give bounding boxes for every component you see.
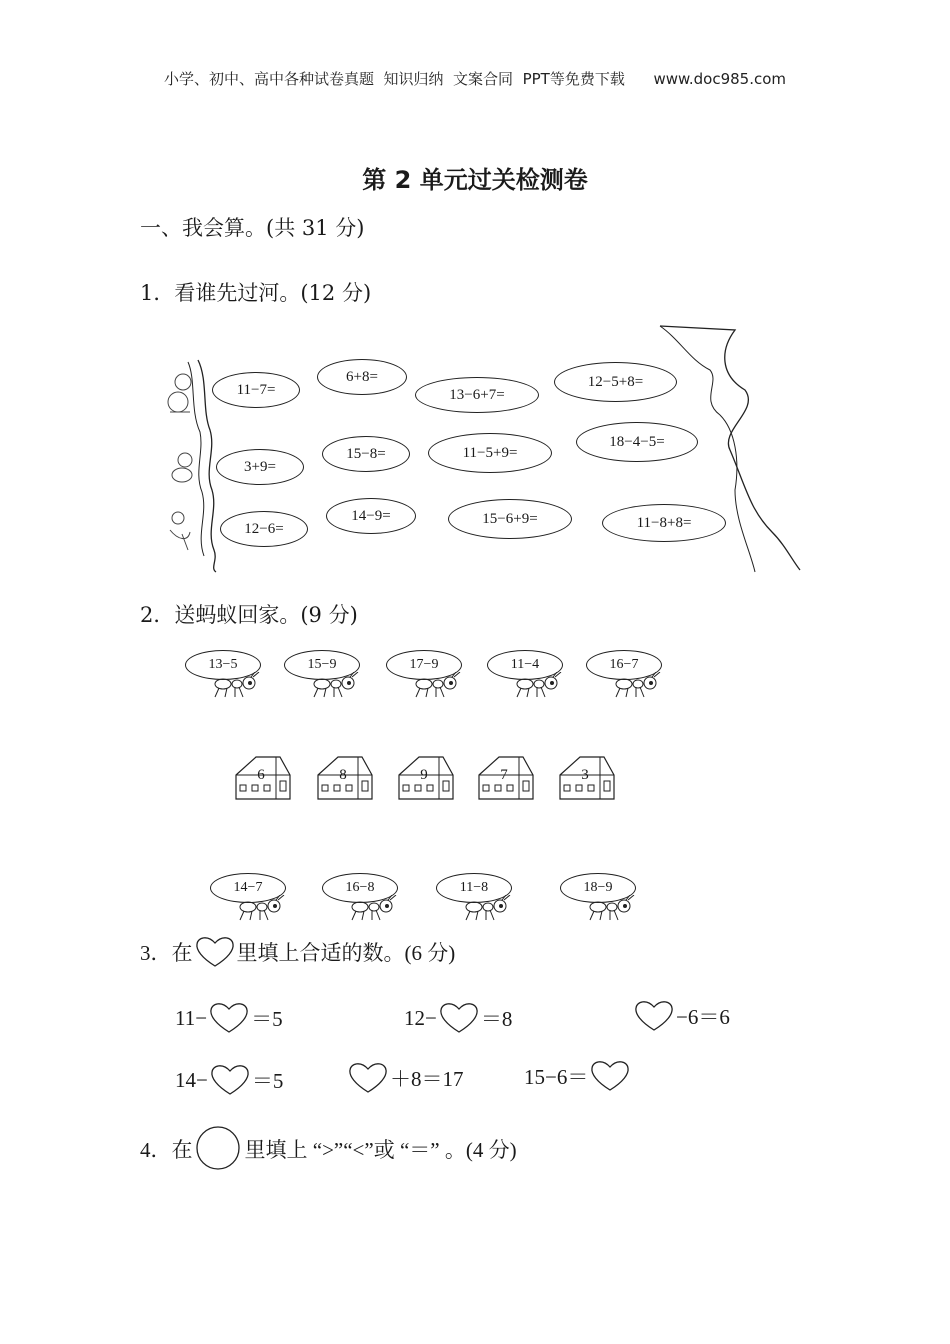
animal-2-icon: [172, 453, 192, 482]
ant-icon: [515, 672, 569, 700]
equation-part: 11−: [175, 1005, 208, 1030]
fill-equation: [524, 1058, 632, 1094]
heart-icon: [194, 934, 236, 970]
ant-expression: 14−7: [210, 873, 286, 903]
ant-card: [487, 650, 569, 702]
river-stone: 11−5+9=: [428, 433, 552, 473]
fill-equation: [404, 1000, 512, 1036]
house: [556, 753, 618, 803]
ant-expression: 18−9: [560, 873, 636, 903]
question-4-label-pre: 4．在: [140, 1138, 193, 1162]
heart-blank-icon[interactable]: [438, 1000, 480, 1036]
ant-expression: 11−4: [487, 650, 563, 680]
ant-expression: 13−5: [185, 650, 261, 680]
house: [232, 753, 294, 803]
fill-equation: [175, 1000, 283, 1036]
ant-card: [586, 650, 668, 702]
house-number: 9: [420, 767, 428, 783]
page-header: 小学、初中、高中各种试卷真题 知识归纳 文案合同 PPT等免费下载 www.doc985.com: [163, 70, 787, 88]
ant-card: [322, 873, 404, 925]
river-stone: 15−6+9=: [448, 499, 572, 539]
ant-icon: [414, 672, 468, 700]
river-stone: 12−6=: [220, 511, 308, 547]
heart-blank-icon[interactable]: [633, 998, 675, 1034]
animal-3-icon: [170, 512, 190, 550]
house: [314, 753, 376, 803]
equation-part: 15−6＝: [524, 1065, 589, 1089]
ant-icon: [614, 672, 668, 700]
equation-part: 12−: [404, 1005, 437, 1030]
question-4-label-post: 里填上 “>”“<”或 “＝” 。(4 分): [244, 1138, 517, 1162]
river-stone: 15−8=: [322, 436, 410, 472]
river-stone: 6+8=: [317, 359, 407, 395]
ant-card: [210, 873, 292, 925]
circle-icon: [194, 1124, 244, 1174]
house: [475, 753, 537, 803]
heart-blank-icon[interactable]: [209, 1062, 251, 1098]
ant-icon: [588, 895, 642, 923]
equation-part: ＝5: [251, 1007, 283, 1031]
river-stone: 12−5+8=: [554, 362, 677, 402]
river-stone: 3+9=: [216, 449, 304, 485]
fill-equation: [346, 1060, 464, 1096]
house-number: 6: [257, 767, 265, 783]
page-title: 第 2 单元过关检测卷: [362, 166, 588, 194]
ant-icon: [312, 672, 366, 700]
ant-card: [560, 873, 642, 925]
ant-icon: [350, 895, 404, 923]
ant-expression: 17−9: [386, 650, 462, 680]
equation-part: −6＝6: [676, 1005, 730, 1029]
question-3-label-pre: 3．在: [140, 941, 193, 965]
section-1-heading: 一、我会算。(共 31 分): [140, 216, 365, 240]
animal-1-icon: [168, 374, 191, 412]
equation-part: ＝5: [251, 1069, 284, 1093]
river-stone: 14−9=: [326, 498, 416, 534]
equation-part: ＝8: [480, 1007, 513, 1031]
house-number: 7: [500, 767, 508, 783]
heart-blank-icon[interactable]: [208, 1000, 250, 1036]
house: [395, 753, 457, 803]
question-4-label: [140, 1124, 517, 1174]
house-number: 8: [339, 767, 347, 783]
question-3-label: [140, 934, 455, 970]
ant-expression: 15−9: [284, 650, 360, 680]
house-number: 3: [581, 767, 589, 783]
ant-card: [185, 650, 267, 702]
question-2-label: 2．送蚂蚁回家。(9 分): [140, 603, 358, 627]
ant-card: [386, 650, 468, 702]
river-stone: 18−4−5=: [576, 422, 698, 462]
ant-icon: [238, 895, 292, 923]
heart-blank-icon[interactable]: [589, 1058, 631, 1094]
ant-expression: 11−8: [436, 873, 512, 903]
question-1-label: 1．看谁先过河。(12 分): [140, 281, 372, 305]
fill-equation: [632, 998, 730, 1034]
heart-blank-icon[interactable]: [347, 1060, 389, 1096]
river-stone: 11−7=: [212, 372, 300, 408]
question-3-label-post: 里填上合适的数。(6 分): [236, 941, 456, 965]
river-stone: 13−6+7=: [415, 377, 539, 413]
ant-expression: 16−8: [322, 873, 398, 903]
equation-part: 14−: [175, 1067, 208, 1092]
equation-part: ＋8＝17: [390, 1067, 464, 1091]
ant-expression: 16−7: [586, 650, 662, 680]
ant-icon: [464, 895, 518, 923]
ant-icon: [213, 672, 267, 700]
fill-equation: [175, 1062, 283, 1098]
river-stone: 11−8+8=: [602, 504, 726, 542]
ant-card: [284, 650, 366, 702]
ant-card: [436, 873, 518, 925]
